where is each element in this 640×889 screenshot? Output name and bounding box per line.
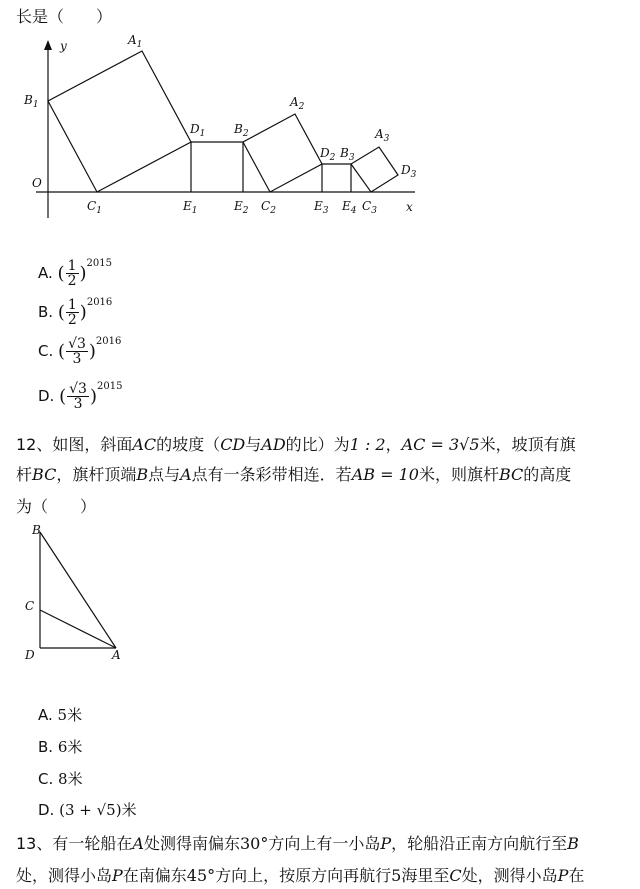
- c1-label: $C_1$: [87, 199, 102, 216]
- c3-label: $C_3$: [362, 199, 377, 216]
- square-1: [48, 51, 191, 192]
- square-3: [351, 147, 398, 192]
- e2-label: $E_2$: [234, 199, 249, 216]
- rect-2: [322, 164, 351, 192]
- q12-option-c[interactable]: C. 8米: [38, 770, 83, 788]
- label-d: D: [25, 648, 35, 662]
- label-c: C: [25, 599, 35, 613]
- q12-option-b[interactable]: B. 6米: [38, 738, 83, 756]
- square-2: [243, 114, 322, 192]
- a2-label: $A_2$: [290, 95, 305, 112]
- q11-squares-figure: [20, 28, 430, 223]
- q13-stem-line-1: 13、有一轮船在A处测得南偏东30°方向上有一小岛P，轮船沿正南方向航行至B: [16, 834, 579, 853]
- b2-label: $B_2$: [234, 122, 249, 139]
- q11-option-c[interactable]: C. ( $\frac{√3}{3}$ )$^{2016}$: [38, 336, 122, 367]
- q13-stem-line-2: 处，测得小岛P在南偏东45°方向上，按原方向再航行5海里至C处，测得小岛P在: [16, 866, 585, 885]
- q12-stem-line-1: 12、如图，斜面AC的坡度（CD与AD的比）为1 : 2，AC = 3√5米，坡顶有旗: [16, 435, 576, 454]
- rect-1: [191, 142, 243, 192]
- y-axis-arrow: [44, 40, 52, 50]
- q12-option-a[interactable]: A. 5米: [38, 706, 83, 724]
- q12-stem-line-3: 为（ ）: [16, 497, 97, 516]
- q12-option-d[interactable]: D. (3 + √5)米: [38, 801, 137, 819]
- slope-ca: [40, 610, 116, 648]
- q11-option-a[interactable]: A. ( $\frac{1}{2}$ )$^{2015}$: [38, 258, 112, 289]
- q11-option-b[interactable]: B. ( $\frac{1}{2}$ )$^{2016}$: [38, 297, 113, 328]
- b1-label: $B_1$: [24, 93, 39, 110]
- label-a: A: [112, 648, 121, 662]
- q12-stem-line-2: 杆BC，旗杆顶端B点与A点有一条彩带相连．若AB = 10米，则旗杆BC的高度: [16, 465, 572, 484]
- d3-label: $D_3$: [401, 163, 417, 180]
- a3-label: $A_3$: [375, 127, 390, 144]
- q11-option-d[interactable]: D. ( $\frac{√3}{3}$ )$^{2015}$: [38, 381, 123, 412]
- e4-label: $E_4$: [342, 199, 357, 216]
- e3-label: $E_3$: [314, 199, 329, 216]
- a1-label: $A_1$: [128, 33, 143, 50]
- x-label: x: [406, 200, 413, 214]
- d2-label: $D_2$: [320, 146, 336, 163]
- q11-stem-tail: 长是（ ）: [16, 7, 113, 26]
- d1-label: $D_1$: [190, 122, 206, 139]
- origin-label: O: [32, 176, 42, 190]
- b3-label: $B_3$: [340, 146, 355, 163]
- q12-flagpole-figure: [20, 518, 130, 668]
- e1-label: $E_1$: [183, 199, 198, 216]
- label-b: B: [32, 523, 41, 537]
- c2-label: $C_2$: [261, 199, 276, 216]
- ribbon-ba: [40, 532, 116, 648]
- y-label: y: [60, 39, 67, 53]
